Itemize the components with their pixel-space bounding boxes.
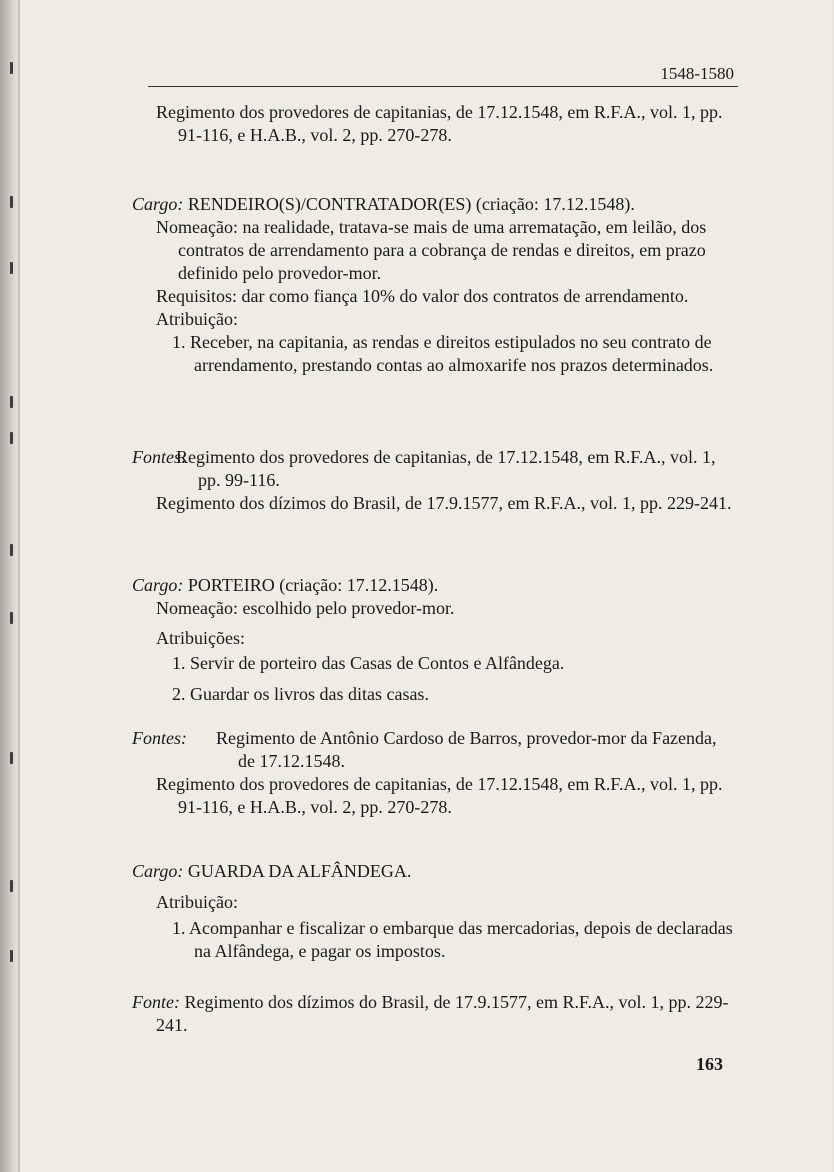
intro-reference	[156, 101, 734, 147]
page-range: 1548-1580	[660, 64, 734, 83]
nomeacao: Nomeação: escolhido pelo provedor-mor.	[156, 598, 455, 618]
nomeacao: Nomeação: na realidade, tratava-se mais de uma arrematação, em leilão, dos contratos de arrendamento para a cobrança de rendas e direitos, em prazo definido pelo provedor-mor.	[156, 217, 707, 283]
fontes-label: Fontes:	[132, 728, 187, 748]
fonte-label: Fonte:	[132, 992, 180, 1012]
entry-rendeiro-fontes	[132, 446, 736, 515]
attribution-item-2	[172, 683, 736, 706]
binding-marks	[10, 0, 26, 1172]
page-number: 163	[696, 1054, 723, 1074]
cargo-label: Cargo:	[132, 575, 184, 595]
cargo-label: Cargo:	[132, 194, 184, 214]
requisitos: Requisitos: dar como fiança 10% do valor dos contratos de arrendamento.	[156, 286, 689, 306]
cargo-line	[132, 860, 736, 883]
fonte-item: Regimento dos dízimos do Brasil, de 17.9.1577, em R.F.A., vol. 1, pp. 229-241.	[156, 493, 732, 513]
entry-rendeiro	[132, 193, 736, 216]
attribution-item-1	[172, 917, 736, 963]
intro-text: Regimento dos provedores de capitanias, de 17.12.1548, em R.F.A., vol. 1, pp. 91-116, e H.A.B., vol. 2, pp. 270-278.	[156, 102, 723, 145]
attribution-item: 1. Receber, na capitania, as rendas e direitos estipulados no seu contrato de arrendamento, prestando contas ao almoxarife nos prazos determinados.	[172, 332, 714, 375]
entry-guarda	[132, 860, 736, 883]
running-header	[148, 62, 738, 87]
cargo-line	[132, 574, 736, 597]
entry-guarda-atrib	[156, 891, 736, 914]
cargo-title: PORTEIRO (criação: 17.12.1548).	[187, 575, 439, 595]
entry-rendeiro-body	[156, 216, 736, 377]
fontes-label: Fontes:	[132, 447, 187, 467]
cargo-line	[132, 193, 736, 216]
atribuicao-label: Atribuição:	[156, 309, 238, 329]
fonte-item: Regimento dos provedores de capitanias, de 17.12.1548, em R.F.A., vol. 1, pp. 99-116.	[176, 447, 716, 490]
cargo-label: Cargo:	[132, 861, 184, 881]
attribution-text: 1. Acompanhar e fiscalizar o embarque das mercadorias, depois de declaradas na Alfândega, e pagar os impostos.	[172, 918, 733, 961]
attribution-text: 2. Guardar os livros das ditas casas.	[172, 684, 429, 704]
atribuicoes-label: Atribuições:	[156, 628, 245, 648]
fonte-item: Regimento de Antônio Cardoso de Barros, provedor-mor da Fazenda, de 17.12.1548.	[216, 728, 717, 771]
attribution-item-1	[172, 652, 736, 675]
fonte-item: Regimento dos provedores de capitanias, de 17.12.1548, em R.F.A., vol. 1, pp. 91-116, e H.A.B., vol. 2, pp. 270-278.	[156, 774, 723, 817]
entry-porteiro-atrib	[156, 627, 736, 650]
cargo-title: RENDEIRO(S)/CONTRATADOR(ES) (criação: 17.12.1548).	[187, 194, 635, 214]
entry-guarda-fonte	[132, 991, 736, 1037]
atribuicao-label: Atribuição:	[156, 892, 238, 912]
entry-porteiro-body	[156, 597, 736, 620]
entry-porteiro	[132, 574, 736, 597]
cargo-title: GUARDA DA ALFÂNDEGA.	[187, 861, 412, 881]
attribution-text: 1. Servir de porteiro das Casas de Contos e Alfândega.	[172, 653, 565, 673]
entry-porteiro-fontes	[132, 727, 736, 819]
fonte-text: Regimento dos dízimos do Brasil, de 17.9.1577, em R.F.A., vol. 1, pp. 229-241.	[156, 992, 729, 1035]
